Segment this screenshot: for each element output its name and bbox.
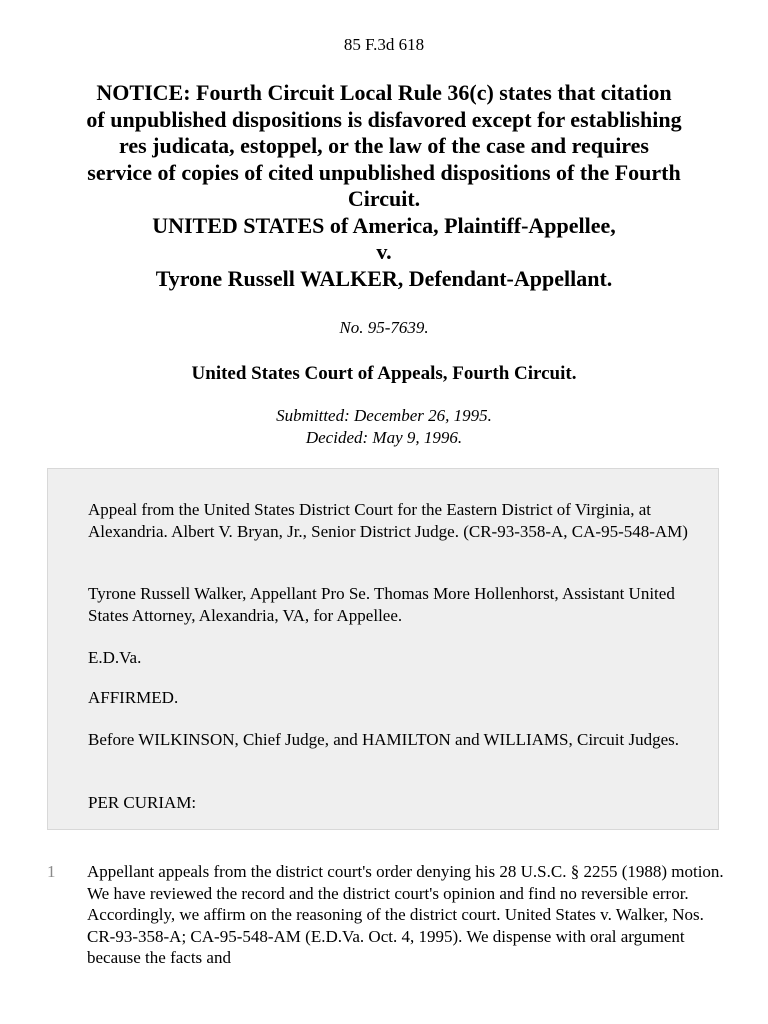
lower-court-text: E.D.Va. bbox=[88, 648, 142, 667]
defendant-line: Tyrone Russell WALKER, Defendant-Appellant. bbox=[155, 265, 613, 291]
case-citation: 85 F.3d 618 bbox=[343, 35, 425, 54]
versus-line: v. bbox=[376, 239, 392, 264]
notice-line: of unpublished dispositions is disfavored except for establishing bbox=[86, 106, 682, 132]
docket-number: No. 95-7639. bbox=[339, 318, 429, 337]
plaintiff-line: UNITED STATES of America, Plaintiff-Appellee, bbox=[152, 212, 616, 238]
disposition-text: AFFIRMED. bbox=[88, 688, 179, 707]
case-info-box bbox=[47, 468, 719, 830]
panel-text: Before WILKINSON, Chief Judge, and HAMILTON and WILLIAMS, Circuit Judges. bbox=[88, 730, 679, 749]
appeal-from-text: Appeal from the United States District Court for the Eastern District of Virginia, at Alexandria. Albert V. Bryan, Jr., Senior District Judge. (CR-93-358-A, CA-95-548-AM) bbox=[88, 500, 688, 541]
decision-dates bbox=[0, 405, 768, 449]
notice-line: res judicata, estoppel, or the law of the case and requires bbox=[118, 133, 649, 158]
notice-line: Circuit. bbox=[347, 186, 421, 211]
paragraph-number: 1 bbox=[47, 862, 56, 881]
opinion-paragraph: Appellant appeals from the district court's order denying his 28 U.S.C. § 2255 (1988) motion. We have reviewed the record and the district court's opinion and find no reversible error. Accordingly, we affirm on the reasoning of the district court. United States v. Walker, Nos. CR-93-358-A; CA-95-548-AM (E.D.Va. Oct. 4, 1995). We dispense with oral argument because the facts and bbox=[87, 862, 724, 967]
notice-line: NOTICE: Fourth Circuit Local Rule 36(c) states that citation bbox=[96, 80, 672, 105]
court-name: United States Court of Appeals, Fourth Circuit. bbox=[191, 363, 577, 384]
counsel-text: Tyrone Russell Walker, Appellant Pro Se. Thomas More Hollenhorst, Assistant United States Attorney, Alexandria, VA, for Appellee. bbox=[88, 584, 675, 625]
case-caption bbox=[30, 80, 738, 292]
submitted-date: Submitted: December 26, 1995. bbox=[276, 406, 492, 425]
per-curiam-label: PER CURIAM: bbox=[88, 793, 197, 812]
decided-date: Decided: May 9, 1996. bbox=[305, 428, 463, 447]
notice-line: service of copies of cited unpublished dispositions of the Fourth bbox=[87, 159, 681, 185]
